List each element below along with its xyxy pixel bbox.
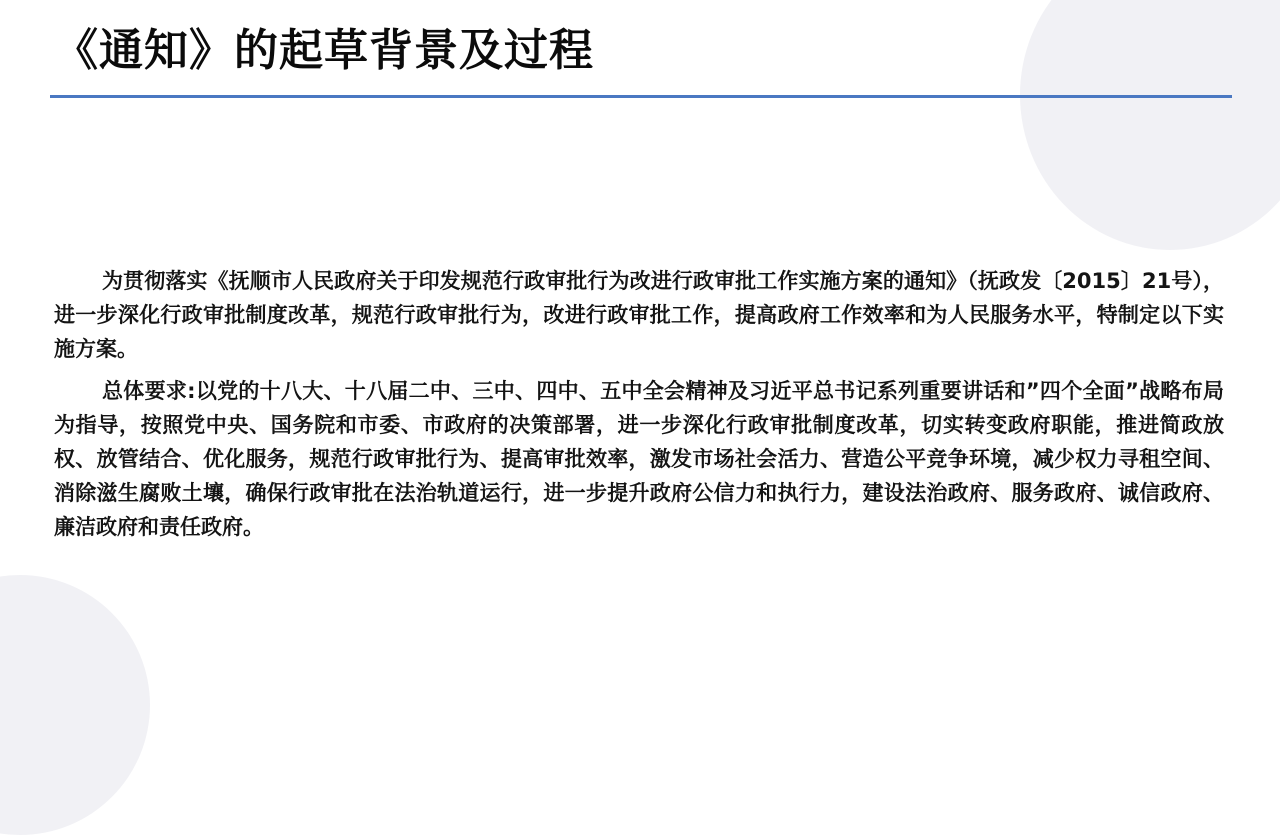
decorative-circle-bottom-left bbox=[0, 575, 150, 835]
slide-title: 《通知》的起草背景及过程 bbox=[54, 25, 594, 76]
title-divider bbox=[50, 95, 1232, 98]
slide-body bbox=[54, 264, 1224, 552]
paragraph-background: 为贯彻落实《抚顺市人民政府关于印发规范行政审批行为改进行政审批工作实施方案的通知》（抚政发〔2015〕21号），进一步深化行政审批制度改革，规范行政审批行为，改进行政审批工作，提高政府工作效率和为人民服务水平，特制定以下实施方案。 bbox=[54, 269, 1224, 361]
decorative-circle-top-right bbox=[1020, 0, 1280, 250]
paragraph-general-requirements: 总体要求:以党的十八大、十八届二中、三中、四中、五中全会精神及习近平总书记系列重要讲话和”四个全面”战略布局为指导，按照党中央、国务院和市委、市政府的决策部署，进一步深化行政审批制度改革，切实转变政府职能，推进简政放权、放管结合、优化服务，规范行政审批行为、提高审批效率，激发市场社会活力、营造公平竞争环境，减少权力寻租空间、消除滋生腐败土壤，确保行政审批在法治轨道运行，进一步提升政府公信力和执行力，建设法治政府、服务政府、诚信政府、廉洁政府和责任政府。 bbox=[54, 379, 1224, 539]
